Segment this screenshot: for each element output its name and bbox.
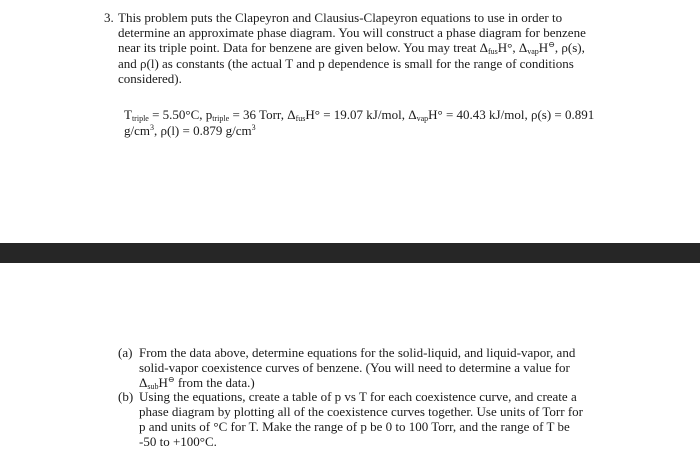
t-triple-value: = 5.50°C, [148,107,206,122]
p-triple-value: = 36 Torr, [229,107,288,122]
problem-text [104,10,604,86]
standard-state-symbol: ⊖ [167,374,175,384]
t-triple-symbol: T [124,107,132,122]
enthalpy-symbol: H [158,374,168,390]
part-a-text-2: from the data.) [174,374,255,390]
fus-subscript: fus [295,114,306,123]
delta-symbol: Δ [139,374,148,390]
rho-liquid-value: , ρ(l) = 0.879 g/cm [154,122,252,138]
question-parts [118,346,588,450]
cube-superscript: 3 [251,122,256,132]
delta-symbol: Δ [408,107,417,122]
enthalpy-symbol: H [538,40,549,56]
problem-statement [104,10,604,86]
part-a [118,346,588,390]
cube-superscript: 3 [150,122,154,132]
part-a-text-1: From the data above, determine equations for the solid-liquid, and liquid-vapor, and solid-vapor coexistence curves of benzene. (You will need to determine a value for [139,345,576,375]
problem-text-2: , ρ(s), and ρ(l) as constants (the actual T and p dependence is small for the range of conditions considered). [118,40,585,86]
standard-state-symbol: ⊖ [548,40,555,50]
t-triple-subscript: triple [131,114,149,123]
fus-enthalpy-value: H° = 19.07 kJ/mol, [305,107,409,122]
vap-enthalpy-value: H° = 40.43 kJ/mol, ρ(s) = 0.891 g/cm [124,107,595,138]
vap-subscript: vap [416,114,429,123]
given-data [124,107,604,138]
part-b-text: Using the equations, create a table of p vs T for each coexistence curve, and create a phase diagram by plotting all of the coexistence curves together. Use units of Torr for p and units of °C for T. Make the range of p be 0 to 100 Torr, and the range of T be -50 to +100°C. [139,389,583,449]
delta-symbol: Δ [518,40,528,56]
fus-subscript: fus [487,47,498,57]
part-b-label: (b) [118,389,134,405]
problem-number: 3. [104,10,114,25]
delta-symbol: Δ [479,40,488,56]
problem-text-1: This problem puts the Clapeyron and Clausius-Clapeyron equations to use in order to determine an approximate phase diagram. You will construct a phase diagram for benzene near its triple point. Data for benzene are given below. You may treat [118,10,586,56]
p-triple-symbol: p [205,107,213,122]
vap-subscript: vap [527,47,539,57]
sub-subscript: sub [147,381,159,391]
divider-bar [0,243,700,263]
part-b [118,390,588,449]
enthalpy-degree: H°, [497,40,519,56]
p-triple-subscript: triple [212,114,230,123]
delta-symbol: Δ [287,107,296,122]
part-a-label: (a) [118,345,133,360]
